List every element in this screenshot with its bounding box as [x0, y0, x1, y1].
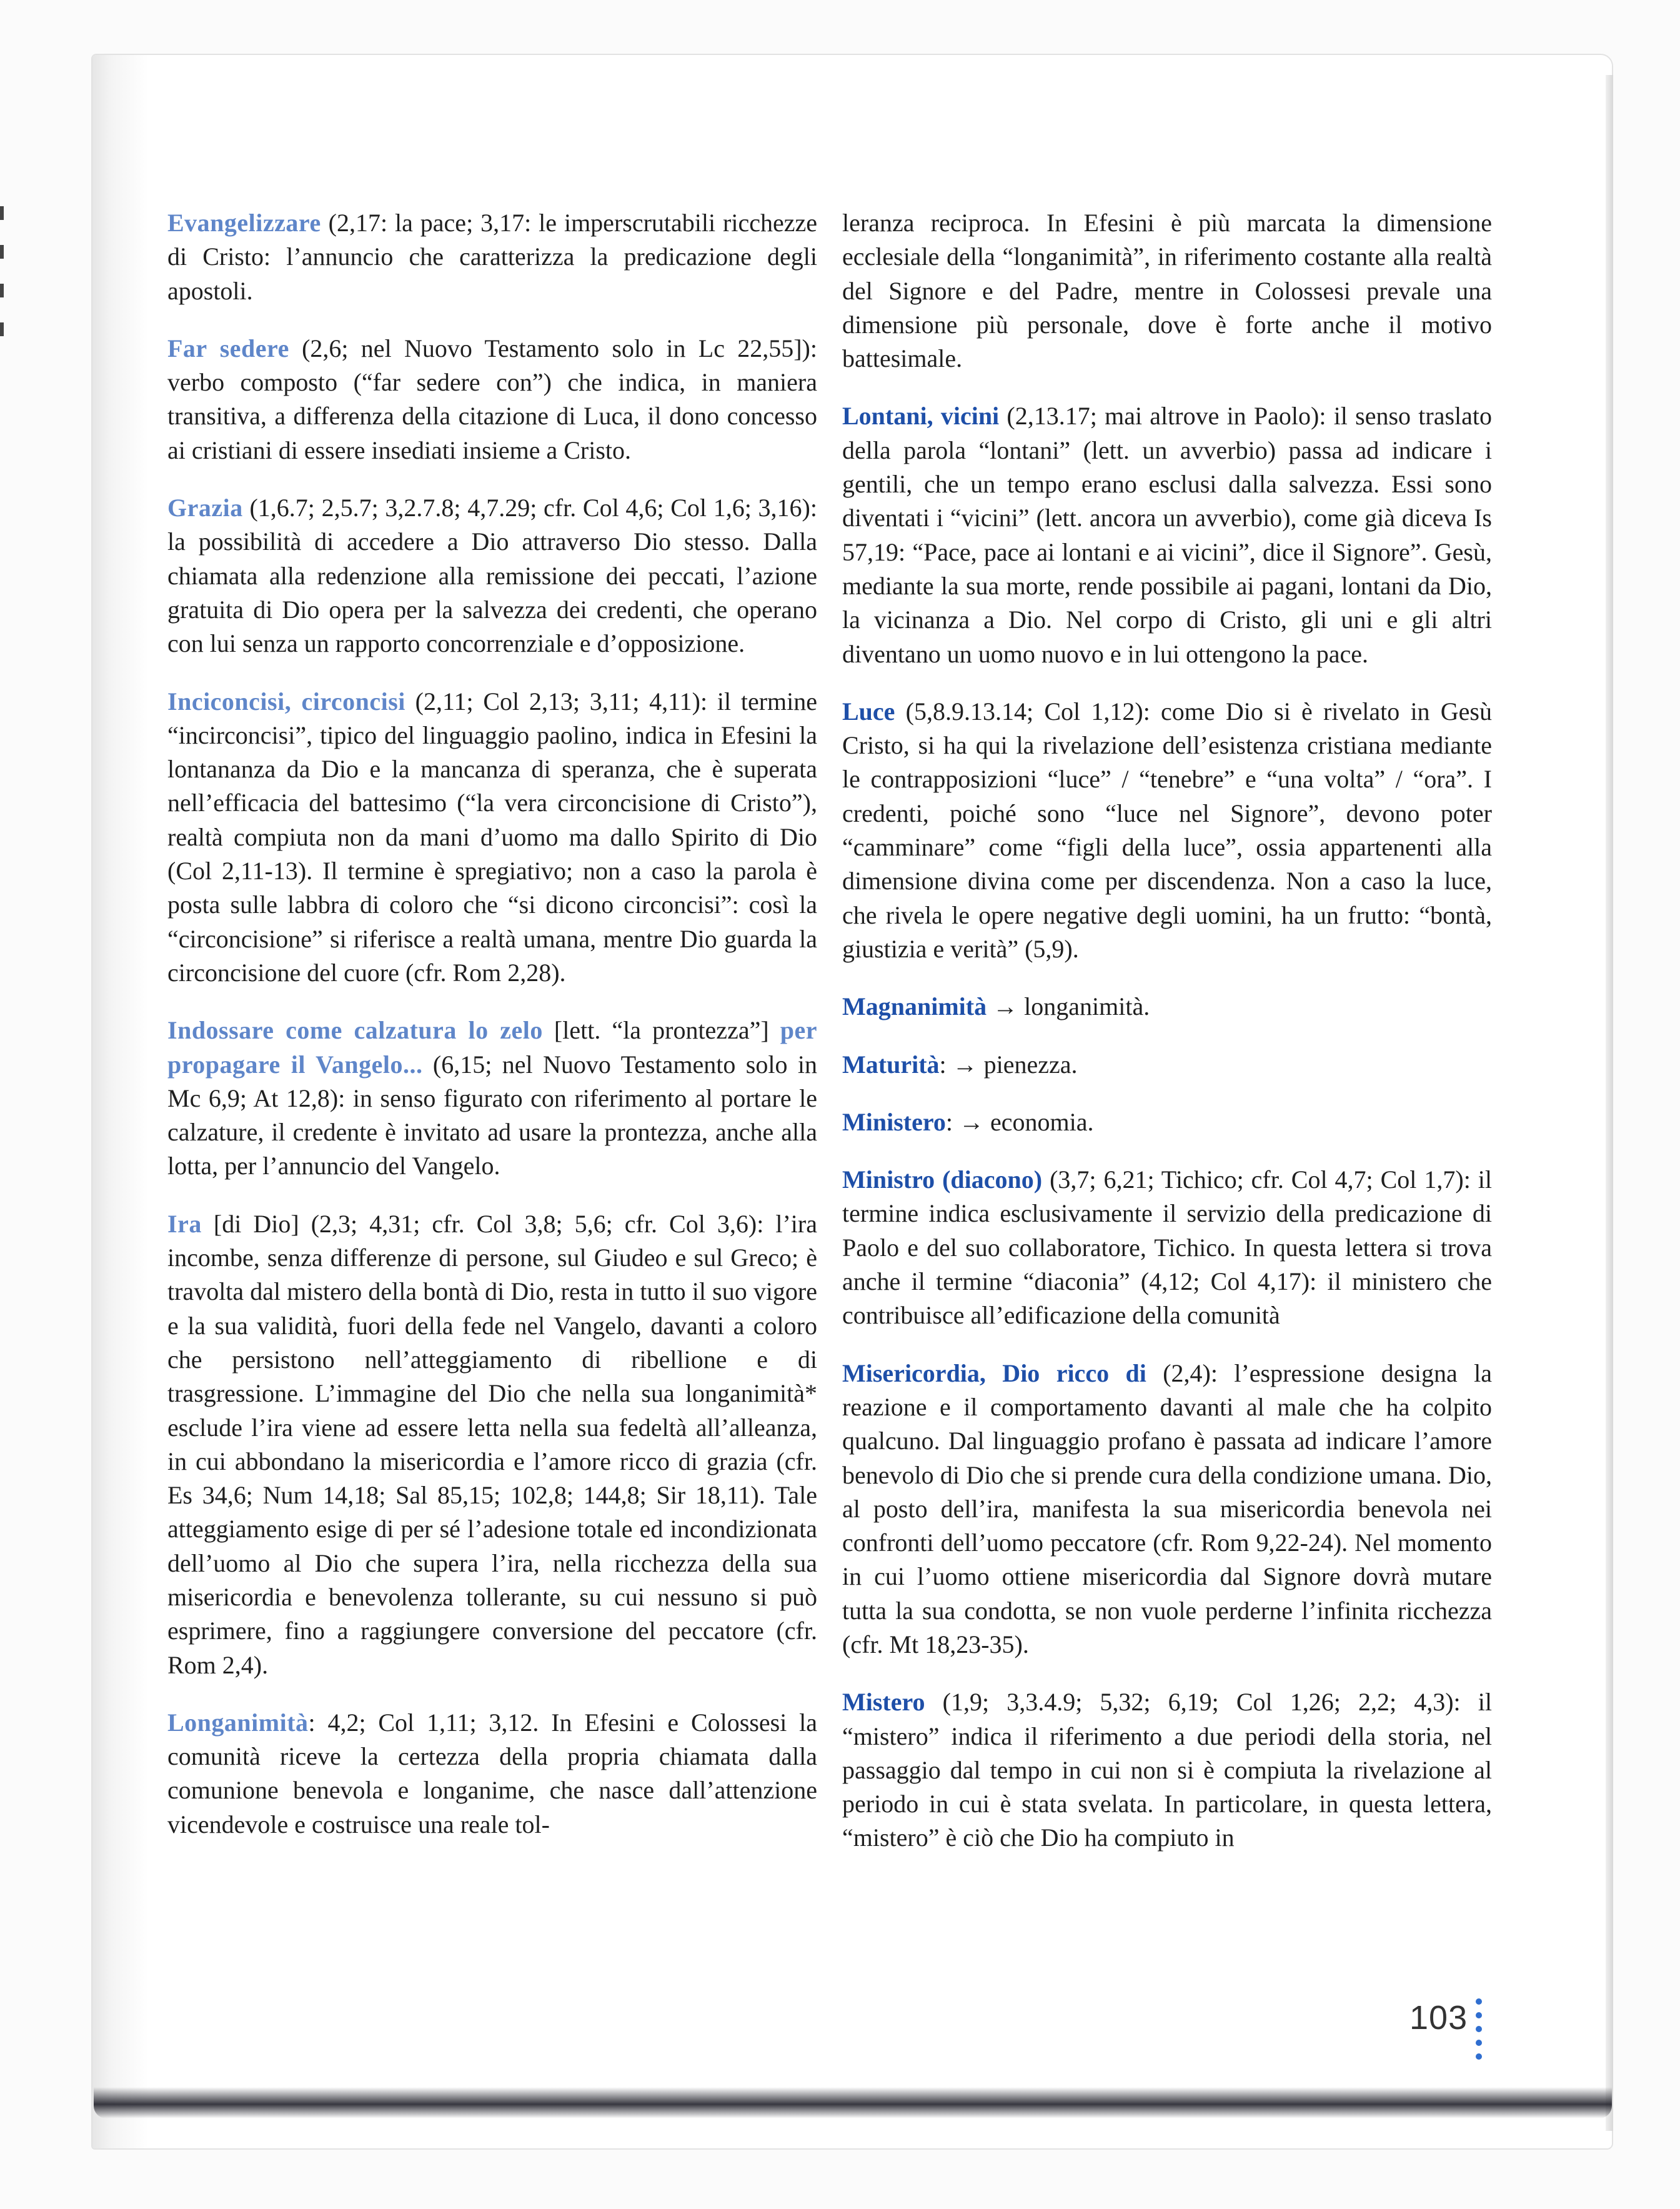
entry-body: leranza reciproca. In Efesini è più marcata la dimensione ecclesiale della “longanimità”, in riferimento costante alla realtà del Signore e del Padre, mentre in Colossesi prevale una dimensione più personale, dove è forte anche il motivo battesimale.	[842, 209, 1492, 373]
glossary-entry-grazia	[167, 491, 817, 661]
entry-body: : 4,2; Col 1,11; 3,12. In Efesini e Colossesi la comunità riceve la certezza della propria chiamata dalla comunione benevola e longanime, che nasce dall’attenzione vicendevole e costruisce una reale tol-	[167, 1708, 817, 1838]
entry-term: Ira	[167, 1209, 202, 1238]
page-bottom-shadow	[94, 2087, 1612, 2118]
entry-term: Misericordia, Dio ricco di	[842, 1359, 1146, 1387]
entry-body: : → pienezza.	[939, 1050, 1078, 1079]
entry-body: (5,8.9.13.14; Col 1,12): come Dio si è rivelato in Gesù Cristo, si ha qui la rivelazione dell’esistenza cristiana mediante le contrapposizioni “luce” / “tenebre” e “una volta” / “ora”. I credenti, poiché sono “luce nel Signore”, devono poter “camminare” come “figli della luce”, ossia appartenenti alla dimensione divina come per discendenza. Non a caso la luce, che rivela le opere negative degli uomini, ha un frutto: “bontà, giustizia e verità” (5,9).	[842, 697, 1492, 963]
entry-term: Evangelizzare	[167, 209, 321, 237]
entry-body: (1,6.7; 2,5.7; 3,2.7.8; 4,7.29; cfr. Col 4,6; Col 1,6; 3,16): la possibilità di accedere a Dio attraverso Dio stesso. Dalla chiamata alla redenzione alla remissione dei peccati, l’azione gratuita di Dio opera per la salvezza dei credenti, che operano con lui senza un rapporto concorrenziale e d’opposizione.	[167, 494, 817, 658]
glossary-entry-far-sedere	[167, 332, 817, 467]
glossary-entry-indossare	[167, 1014, 817, 1183]
entry-term-continuation: per propagare il Vangelo...	[167, 1016, 817, 1079]
glossary-entry-incirconcisi	[167, 685, 817, 990]
glossary-entry-magnanimita	[842, 990, 1492, 1024]
entry-body: (3,7; 6,21; Tichico; cfr. Col 4,7; Col 1,7): il termine indica esclusivamente il servizio della predicazione di Paolo e del suo collaboratore, Tichico. In questa lettera si trova anche il termine “diaconia” (4,12; Col 4,17): il ministero che contribuisce all’edificazione della comunità	[842, 1165, 1492, 1330]
entry-body: (2,17: la pace; 3,17: le imperscrutabili ricchezze di Cristo: l’annuncio che caratterizza la predicazione degli apostoli.	[167, 209, 817, 305]
entry-term: Longanimità	[167, 1708, 309, 1737]
entry-body: [di Dio] (2,3; 4,31; cfr. Col 3,8; 5,6; cfr. Col 3,6): l’ira incombe, senza differenze di persone, sul Giudeo e sul Greco; è travolta dal mistero della bontà di Dio, resta in tutto il suo vigore e la sua validità, fuori della fede nel Vangelo, davanti a coloro che persistono nell’atteggiamento di ribellione e di trasgressione. L’immagine del Dio che nella sua longanimità* esclude l’ira viene ad essere letta nella sua fedeltà all’alleanza, in cui abbondano la misericordia e l’amore ricco di grazia (cfr. Es 34,6; Num 14,18; Sal 85,15; 102,8; 144,8; Sir 18,11). Tale atteggiamento esige di per sé l’adesione totale ed incondizionata dell’uomo al Dio che supera l’ira, nella ricchezza della sua misericordia e benevolenza tollerante, su cui nessuno si può esprimere, fino a raggiungere conversione del peccatore (cfr. Rom 2,4).	[167, 1209, 817, 1679]
entry-body: → longanimità.	[987, 992, 1150, 1021]
entry-body: (1,9; 3,3.4.9; 5,32; 6,19; Col 1,26; 2,2; 4,3): il “mistero” indica il riferimento a due periodi della storia, nel passaggio dal tempo in cui non si è compiuta la rivelazione al periodo in cui è stata svelata. In particolare, in questa lettera, “mistero” è ciò che Dio ha compiuto in	[842, 1688, 1492, 1852]
facing-page-edge	[0, 206, 7, 361]
entry-body: (2,11; Col 2,13; 3,11; 4,11): il termine “incirconcisi”, tipico del linguaggio paolino, indica in Efesini la lontananza da Dio e la mancanza di speranza, che è superata nell’efficacia del battesimo (“la vera circoncisione di Cristo”), realtà compiuta non da mani d’uomo ma dallo Spirito di Dio (Col 2,11-13). Il termine è spregiativo; non a caso la parola è posta sulle labbra di coloro che “si dicono circoncisi”: così la “circoncisione” si riferisce a realtà umana, mentre Dio guarda la circoncisione del cuore (cfr. Rom 2,28).	[167, 687, 817, 987]
entry-term: Luce	[842, 697, 895, 726]
entry-body: (2,6; nel Nuovo Testamento solo in Lc 22,55]): verbo composto (“far sedere con”) che indica, in maniera transitiva, a differenza della citazione di Luca, il dono concesso ai cristiani di essere insediati insieme a Cristo.	[167, 334, 817, 464]
glossary-entry-lontani-vicini	[842, 399, 1492, 671]
entry-body: (6,15; nel Nuovo Testamento solo in Mc 6,9; At 12,8): in senso figurato con riferimento al portare le calzature, il credente è invitato ad usare la prontezza, anche alla lotta, per l’annuncio del Vangelo.	[167, 1050, 817, 1180]
entry-term: Far sedere	[167, 334, 289, 362]
entry-term: Magnanimità	[842, 992, 987, 1021]
glossary-entry-luce	[842, 695, 1492, 966]
entry-term: Maturità	[842, 1050, 940, 1079]
glossary-entry-ministro	[842, 1163, 1492, 1332]
entry-term: Grazia	[167, 494, 243, 522]
glossary-entry-maturita	[842, 1048, 1492, 1082]
right-column	[842, 206, 1492, 1879]
entry-body: (2,13.17; mai altrove in Paolo): il senso traslato della parola “lontani” (lett. un avverbio) passa ad indicare i gentili, che un tempo erano esclusi dalla salvezza. Essi sono diventati i “vicini” (lett. ancora un avverbio), come già diceva Is 57,19: “Pace, pace ai lontani e ai vicini”, dice il Signore”. Gesù, mediante la sua morte, rende possibile ai pagani, lontani da Dio, la vicinanza a Dio. Nel corpo di Cristo, gli uni e gli altri diventano un uomo nuovo e in lui ottengono la pace.	[842, 402, 1492, 668]
glossary-entry-mistero	[842, 1685, 1492, 1855]
glossary-entry-misericordia	[842, 1357, 1492, 1662]
entry-body: : → economia.	[945, 1107, 1094, 1136]
entry-term: Lontani, vicini	[842, 402, 1000, 431]
page-edge	[1606, 75, 1613, 2131]
glossary-entry-continuation	[842, 206, 1492, 376]
glossary-entry-evangelizzare	[167, 206, 817, 308]
entry-term: Mistero	[842, 1688, 925, 1717]
left-column	[167, 206, 817, 1865]
glossary-entry-longanimita	[167, 1706, 817, 1842]
page-number-dots-decoration	[1476, 1998, 1482, 2067]
page-number: 103	[1409, 1999, 1468, 2037]
entry-term: Ministro (diacono)	[842, 1165, 1043, 1194]
entry-body: (2,4): l’espressione designa la reazione e il comportamento davanti al male che ha colpito qualcuno. Dal linguaggio profano è passata ad indicare l’amore benevolo di Dio che si prende cura della condizione umana. Dio, al posto dell’ira, manifesta la sua misericordia benevola nei confronti dell’uomo peccatore (cfr. Rom 9,22-24). Nel momento in cui l’uomo ottiene misericordia dal Signore dovrà mutare tutta la sua condotta, se non vuole perderne l’infinita ricchezza (cfr. Mt 18,23-35).	[842, 1359, 1493, 1658]
entry-term: Indossare come calzatura lo zelo	[167, 1016, 543, 1045]
glossary-entry-ira	[167, 1207, 817, 1682]
entry-term: Inciconcisi, circoncisi	[167, 687, 405, 716]
entry-body-prefix: [lett. “la prontezza”]	[542, 1016, 780, 1045]
entry-term: Ministero	[842, 1107, 946, 1136]
glossary-entry-ministero	[842, 1105, 1492, 1139]
